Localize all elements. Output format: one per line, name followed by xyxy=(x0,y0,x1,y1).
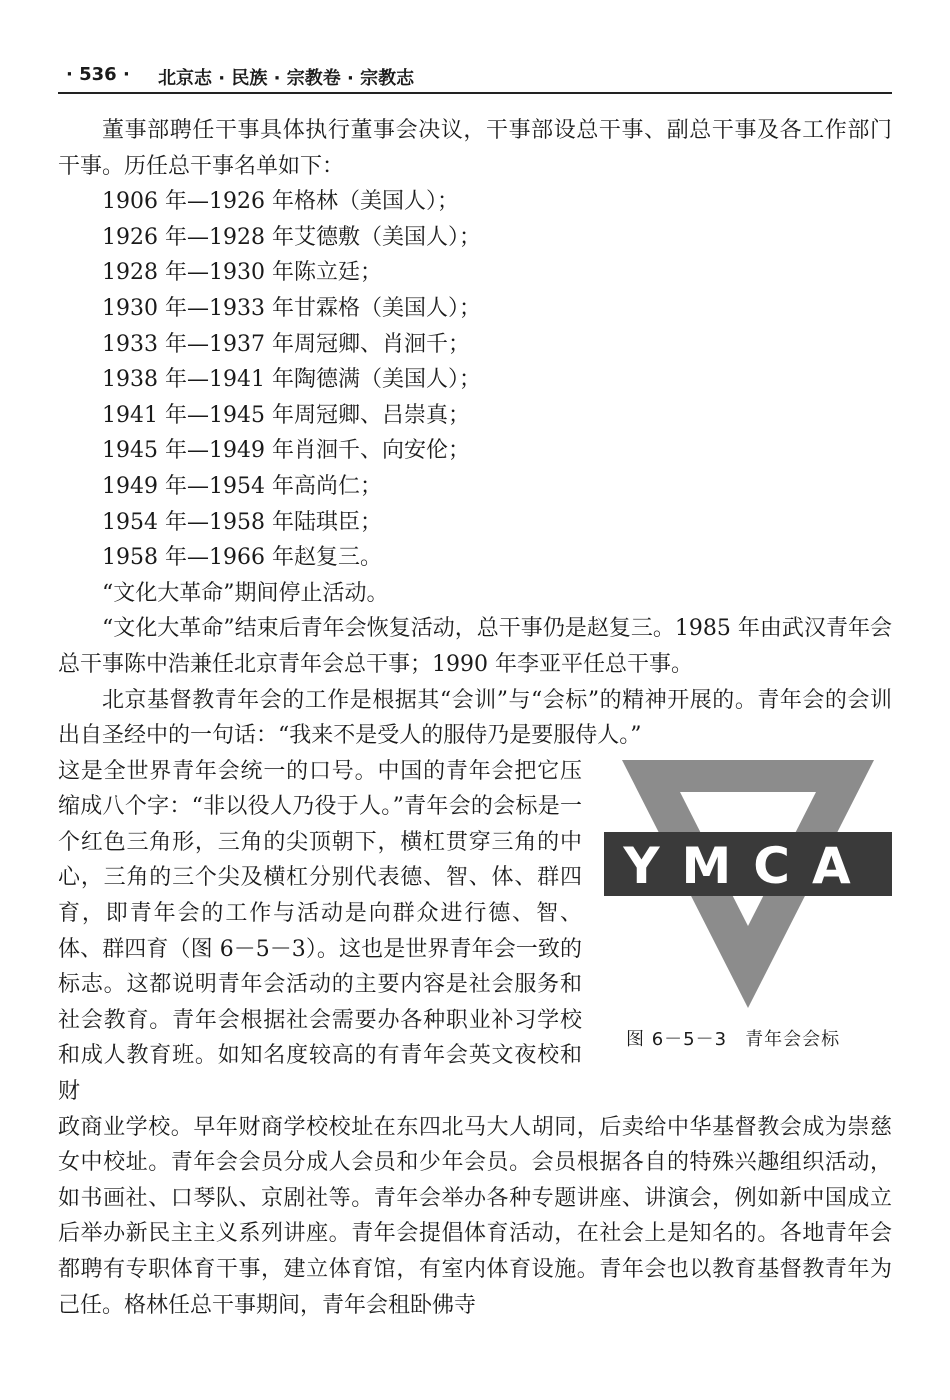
list-item: 1928 年—1930 年陈立廷； xyxy=(102,260,382,286)
figure-caption xyxy=(604,1022,892,1058)
ymca-logo-graphic xyxy=(604,754,892,1012)
list-item: 1930 年—1933 年甘霖格（美国人）； xyxy=(102,295,481,321)
list-item: 1926 年—1928 年艾德敷（美国人）； xyxy=(102,224,481,250)
wrapped-paragraph: 这是全世界青年会统一的口号。中国的青年会把它压缩成八个字：“非以役人乃役于人。”青年会的会标是一个红色三角形，三角的尖顶朝下，横杠贯穿三角的中心，三角的三个尖及横杠分别代表德、智、体、群四育，即青年会的工作与活动是向群众进行德、智、体、群四育（图 6－5－3）。这也是世界青年会一致的标志。这都说明青年会活动的主要内容是社会服务和社会教育。青年会根据社会需要办各种职业补习学校和成人教育班。如知名度较高的有青年会英文夜校和财 xyxy=(58,758,582,1105)
caption-number: 图 6－5－3 xyxy=(626,1028,728,1050)
secretary-list xyxy=(58,184,892,576)
list-item: 1945 年—1949 年肖洄千、向安伦； xyxy=(102,438,470,464)
list-item: 1954 年—1958 年陆琪臣； xyxy=(102,509,382,535)
motto-paragraph: 北京基督教青年会的工作是根据其“会训”与“会标”的精神开展的。青年会的会训出自圣经中的一句话：“我来不是受人的服侍乃是要服侍人。” xyxy=(58,687,892,749)
page-body xyxy=(58,113,892,1323)
tail-paragraph: 政商业学校。早年财商学校校址在东四北马大人胡同，后卖给中华基督教会成为崇慈女中校址。青年会会员分成人会员和少年会员。会员根据各自的特殊兴趣组织活动，如书画社、口琴队、京剧社等。青年会举办各种专题讲座、讲演会，例如新中国成立后举办新民主主义系列讲座。青年会提倡体育活动，在社会上是知名的。各地青年会都聘有专职体育干事，建立体育馆，有室内体育设施。青年会也以教育基督教青年为己任。格林任总干事期间，青年会租卧佛寺 xyxy=(58,1114,892,1318)
resumption-paragraph: “文化大革命”结束后青年会恢复活动，总干事仍是赵复三。1985 年由武汉青年会总干事陈中浩兼任北京青年会总干事；1990 年李亚平任总干事。 xyxy=(58,616,892,677)
logo-text: YMCA xyxy=(623,836,873,895)
list-item: 1958 年—1966 年赵复三。 xyxy=(102,545,382,571)
header-rule xyxy=(58,92,892,94)
list-item: 1949 年—1954 年高尚仁； xyxy=(102,473,382,499)
figure xyxy=(604,754,892,1110)
intro-paragraph: 董事部聘任干事具体执行董事会决议，干事部设总干事、副总干事及各工作部门干事。历任总干事名单如下： xyxy=(58,118,892,179)
page-number: · 536 · xyxy=(66,64,130,85)
suspension-note: “文化大革命”期间停止活动。 xyxy=(102,580,389,606)
list-item: 1941 年—1945 年周冠卿、吕崇真； xyxy=(102,402,470,428)
list-item: 1933 年—1937 年周冠卿、肖洄千； xyxy=(102,331,470,357)
caption-text: 青年会会标 xyxy=(745,1028,841,1050)
list-item: 1938 年—1941 年陶德满（美国人）； xyxy=(102,367,481,393)
text-figure-wrap xyxy=(58,754,892,1110)
list-item: 1906 年—1926 年格林（美国人）； xyxy=(102,189,459,215)
running-title: 北京志 · 民族 · 宗教卷 · 宗教志 xyxy=(158,68,415,89)
ymca-logo xyxy=(604,754,892,1012)
wrapped-column xyxy=(58,754,582,1110)
page-header xyxy=(58,58,892,94)
